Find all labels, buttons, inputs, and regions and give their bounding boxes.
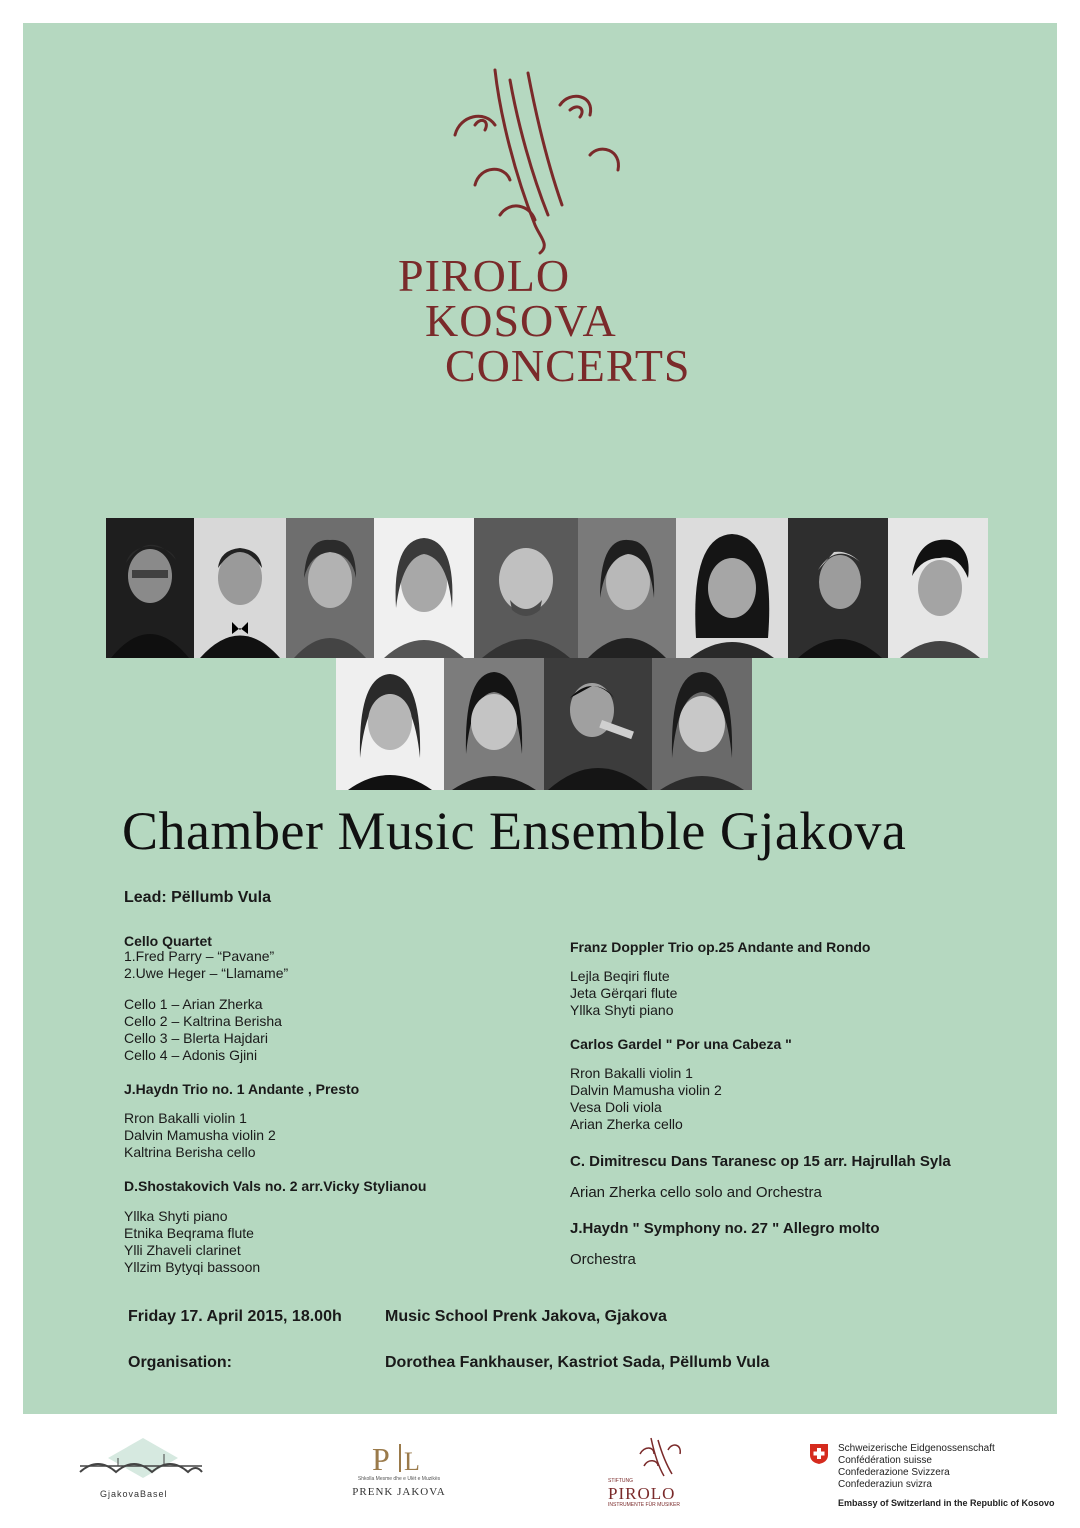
organisation-label: Organisation: <box>128 1354 233 1371</box>
prenk-jakova-text: PRENK JAKOVA <box>352 1486 446 1498</box>
performer-line: Lejla Beqiri flute <box>570 968 670 984</box>
performer-line: Kaltrina Berisha cello <box>124 1144 256 1160</box>
portrait-photo <box>106 518 194 658</box>
portrait-photo <box>888 518 988 658</box>
portrait-photo <box>336 658 444 790</box>
brand-line-3: CONCERTS <box>445 340 691 391</box>
shostakovich-heading: D.Shostakovich Vals no. 2 arr.Vicky Stylianou <box>124 1178 427 1194</box>
swiss-line: Confédération suisse <box>838 1455 932 1466</box>
brand-line-1: PIROLO <box>398 250 571 301</box>
performer-line: Vesa Doli viola <box>570 1099 662 1115</box>
program-item: 2.Uwe Heger – “Llamame” <box>124 965 289 981</box>
portrait-photo <box>286 518 374 658</box>
performer-line: Cello 2 – Kaltrina Berisha <box>124 1013 282 1029</box>
performer-line: Etnika Beqrama flute <box>124 1225 254 1241</box>
performer-line: Arian Zherka cello <box>570 1116 683 1132</box>
swiss-confederation-text <box>838 1443 995 1491</box>
swiss-line: Confederaziun svizra <box>838 1479 932 1490</box>
svg-text:L: L <box>404 1447 420 1476</box>
dimitrescu-heading: C. Dimitrescu Dans Taranesc op 15 arr. Hajrullah Syla <box>570 1153 951 1170</box>
portrait-photo <box>374 518 474 658</box>
performer-line: Rron Bakalli violin 1 <box>124 1110 247 1126</box>
performer-line: Dalvin Mamusha violin 2 <box>570 1082 722 1098</box>
portrait-photo <box>194 518 286 658</box>
portrait-photo <box>544 658 652 790</box>
portrait-photo <box>474 518 578 658</box>
program-item: 1.Fred Parry – “Pavane” <box>124 948 275 964</box>
performer-line: Yllka Shyti piano <box>124 1208 228 1224</box>
haydn-trio-heading: J.Haydn Trio no. 1 Andante , Presto <box>124 1081 360 1097</box>
cello-quartet-heading: Cello Quartet <box>124 933 212 949</box>
portrait-photo <box>444 658 544 790</box>
portrait-photo <box>652 658 752 790</box>
doppler-heading: Franz Doppler Trio op.25 Andante and Rondo <box>570 939 871 955</box>
swiss-embassy-text: Embassy of Switzerland in the Republic of Kosovo <box>838 1498 1055 1508</box>
performer-line: Orchestra <box>570 1251 636 1268</box>
prenk-small-text: Shkolla Mesme dhe e Ulët e Muzikës <box>357 1476 441 1482</box>
portrait-photo <box>676 518 788 658</box>
performer-line: Cello 3 – Blerta Hajdari <box>124 1030 268 1046</box>
performer-line: Rron Bakalli violin 1 <box>570 1065 693 1081</box>
performer-line: Yllka Shyti piano <box>570 1002 674 1018</box>
gardel-heading: Carlos Gardel " Por una Cabeza " <box>570 1036 792 1052</box>
pirolo-sub-text: INSTRUMENTE FÜR MUSIKER <box>608 1502 680 1508</box>
haydn-symphony-heading: J.Haydn " Symphony no. 27 " Allegro molto <box>570 1220 880 1237</box>
portrait-photo <box>788 518 888 658</box>
gjakova-basel-logo <box>78 1436 208 1506</box>
performer-line: Yllzim Bytyqi bassoon <box>124 1259 261 1275</box>
page-title: Chamber Music Ensemble Gjakova <box>122 801 907 861</box>
organisers: Dorothea Fankhauser, Kastriot Sada, Pëllumb Vula <box>385 1354 770 1371</box>
svg-text:P: P <box>372 1441 390 1476</box>
performer-line: Dalvin Mamusha violin 2 <box>124 1127 276 1143</box>
swiss-line: Schweizerische Eidgenossenschaft <box>838 1443 995 1454</box>
stiftung-text: STIFTUNG <box>608 1478 633 1484</box>
stiftung-pirolo-logo <box>606 1436 696 1510</box>
performer-line: Ylli Zhaveli clarinet <box>124 1242 241 1258</box>
performer-line: Arian Zherka cello solo and Orchestra <box>570 1184 822 1201</box>
lead-line: Lead: Pëllumb Vula <box>124 889 271 906</box>
swiss-line: Confederazione Svizzera <box>838 1467 950 1478</box>
gjakova-basel-text: GjakovaBasel <box>100 1489 168 1499</box>
performer-line: Jeta Gërqari flute <box>570 985 678 1001</box>
pirolo-scroll-logo <box>440 65 640 255</box>
prenk-jakova-logo <box>344 1440 454 1510</box>
performer-line: Cello 1 – Arian Zherka <box>124 996 263 1012</box>
performer-line: Cello 4 – Adonis Gjini <box>124 1047 258 1063</box>
portrait-photo <box>578 518 676 658</box>
swiss-flag-icon <box>809 1443 829 1465</box>
pirolo-text: PIROLO <box>608 1484 676 1503</box>
event-venue: Music School Prenk Jakova, Gjakova <box>385 1308 667 1325</box>
event-date: Friday 17. April 2015, 18.00h <box>128 1308 342 1325</box>
brand-line-2: KOSOVA <box>425 295 617 346</box>
